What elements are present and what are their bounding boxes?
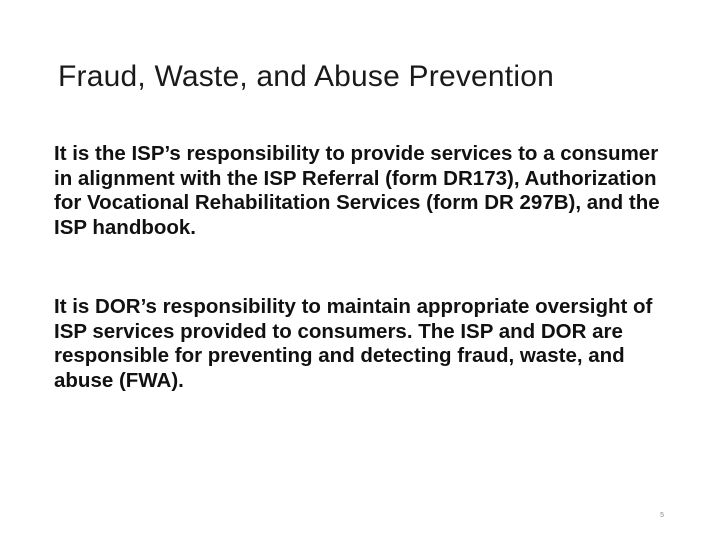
body-paragraph-isp-responsibility: It is the ISP’s responsibility to provide services to a consumer in alignment with the ISP Referral (form DR173), Authorization for Vocational Rehabilitation Services (form DR 297B), and the ISP handbook. — [54, 142, 660, 239]
slide-title: Fraud, Waste, and Abuse Prevention — [58, 60, 554, 93]
page-number: 5 — [660, 512, 664, 519]
body-paragraph-dor-responsibility: It is DOR’s responsibility to maintain appropriate oversight of ISP services provided to consumers. The ISP and DOR are responsible for preventing and detecting fraud, waste, and abuse (FWA). — [54, 295, 653, 392]
